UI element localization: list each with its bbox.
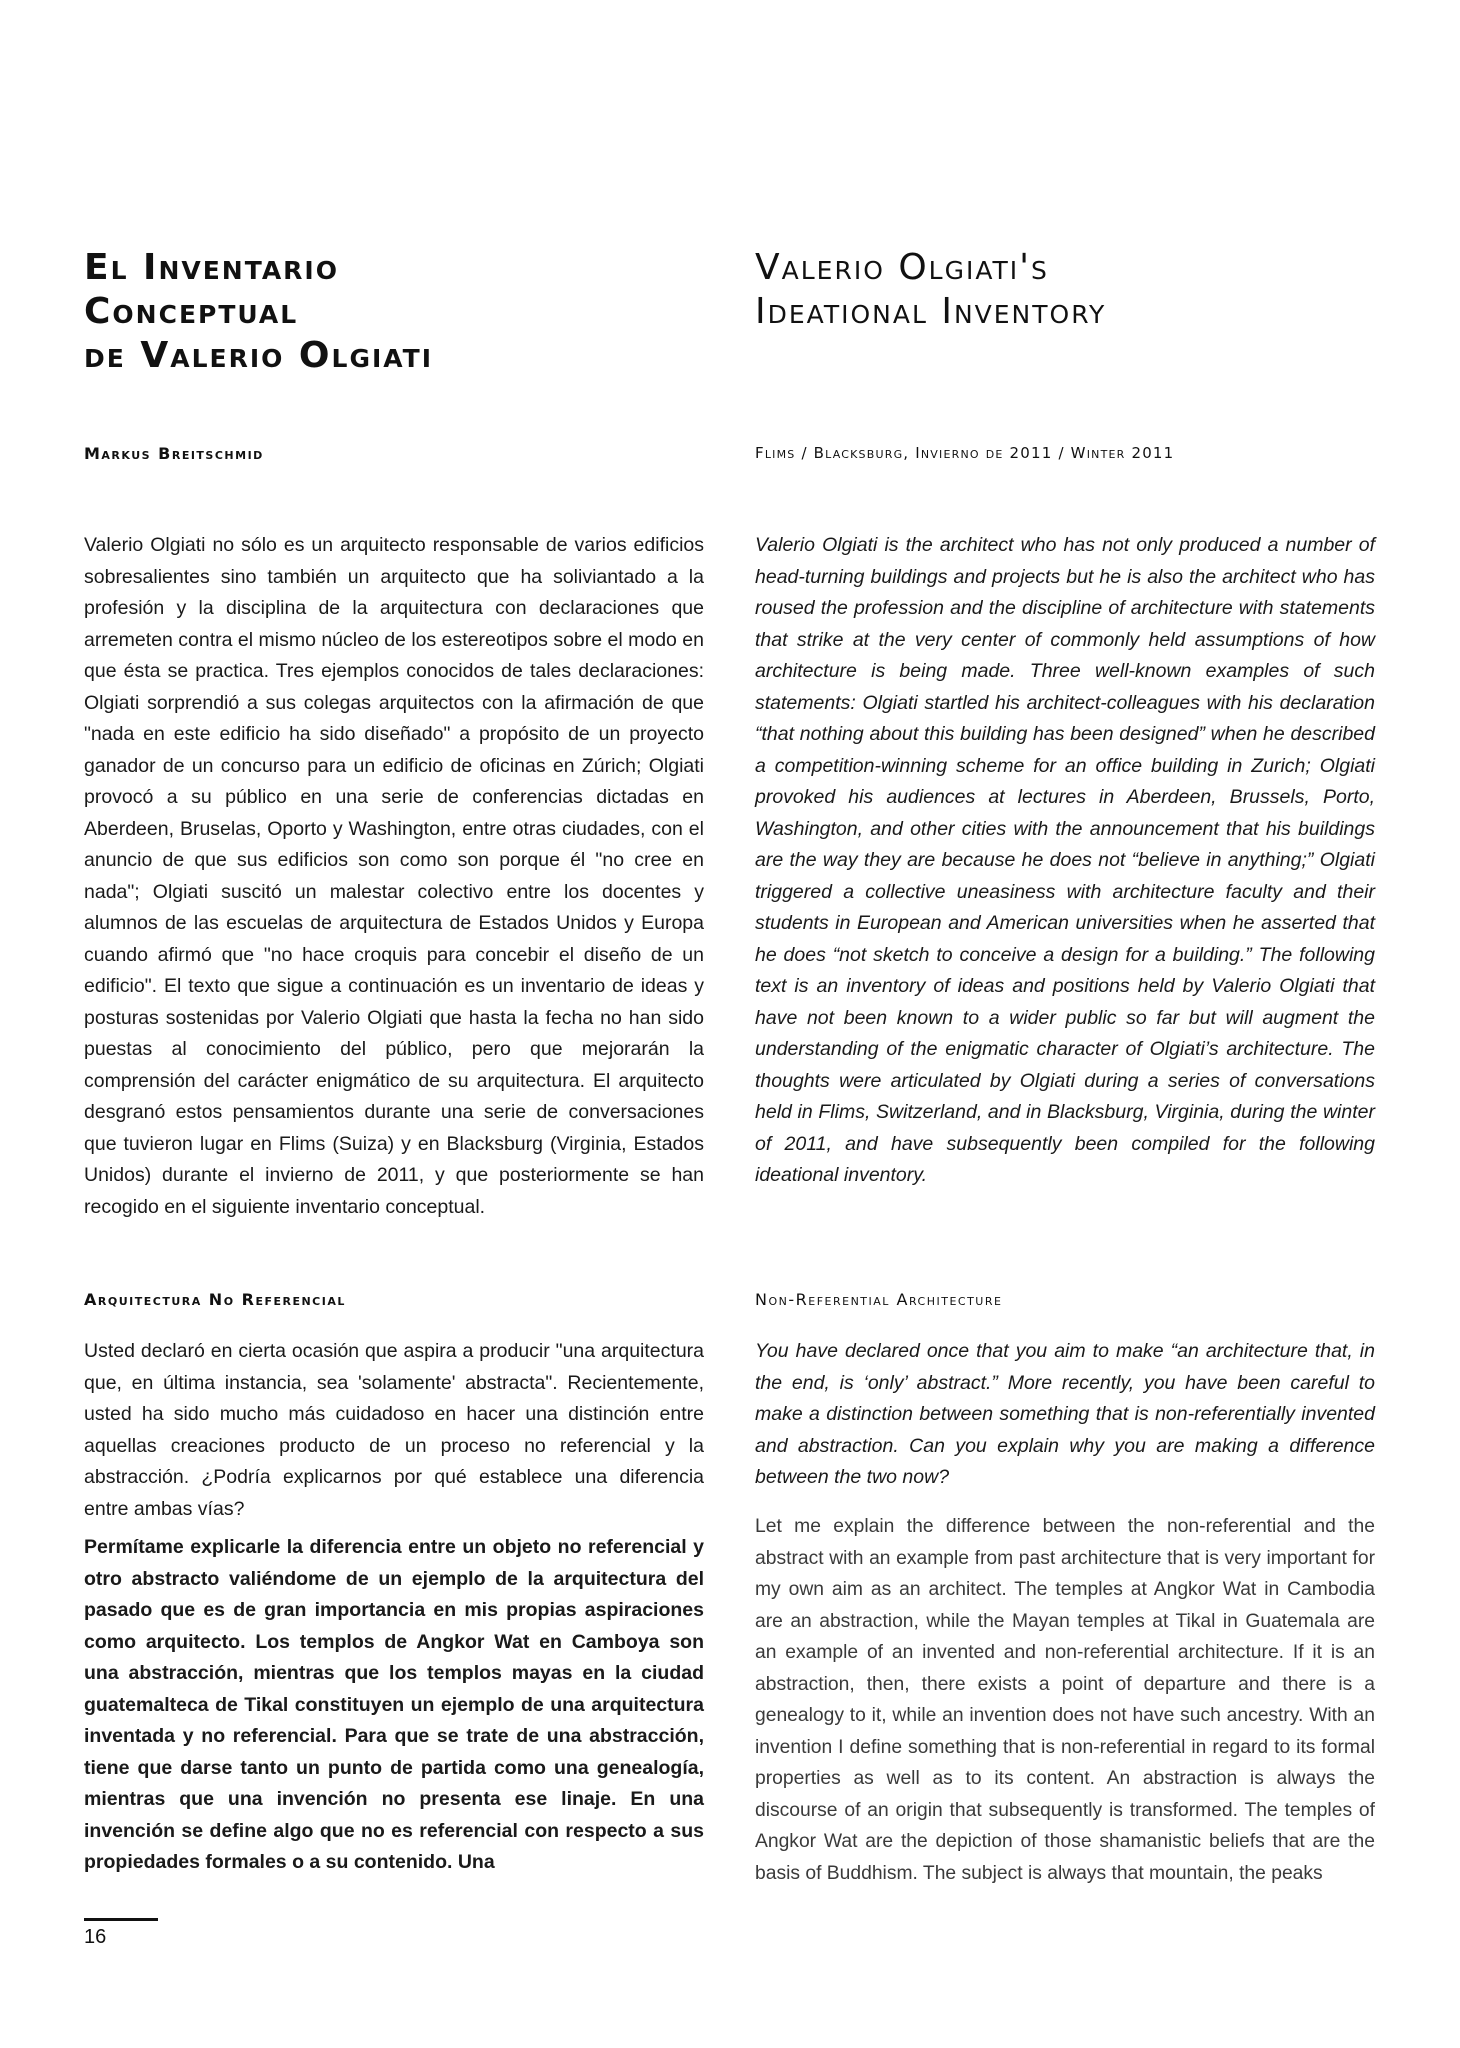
answer-spanish: Permítame explicarle la diferencia entre un objeto no referencial y otro abstracto valiéndome de un ejemplo de la arquitectura del pasado que es de gran importancia en mis propias aspiraciones como arquitecto. Los templos de Angkor Wat en Camboya son una abstracción, mientras que los templos mayas en la ciudad guatemalteca de Tikal constituyen un ejemplo de una arquitectura inventada y no referencial. Para que se trate de una abstracción, tiene que darse tanto un punto de partida como una genealogía, mientras que una invención no presenta ese linaje. En una invención se define algo que no es referencial con respecto a sus propiedades formales o a su contenido. Una — [84, 1536, 704, 1873]
question-english: You have declared once that you aim to make “an architecture that, in the end, is ‘only’ abstract.” More recently, you have been careful to make a distinction between something that is non-referentially invented and abstraction. Can you explain why you are making a difference between the two now? — [755, 1340, 1375, 1488]
author-name: Markus Breitschmid — [84, 444, 264, 463]
title-spanish-line1: El Inventario — [84, 247, 339, 288]
section-heading-english: Non-Referential Architecture — [755, 1290, 1003, 1309]
title-english-line2: Ideational Inventory — [755, 291, 1107, 332]
title-spanish-line2: Conceptual — [84, 291, 299, 332]
title-spanish — [84, 246, 704, 378]
title-english-line1: Valerio Olgiati's — [755, 247, 1049, 288]
title-english — [755, 246, 1395, 334]
title-spanish-line3: de Valerio Olgiati — [84, 335, 434, 376]
dateline: Flims / Blacksburg, Invierno de 2011 / Winter 2011 — [755, 444, 1175, 462]
question-spanish: Usted declaró en cierta ocasión que aspira a producir "una arquitectura que, en última instancia, sea 'solamente' abstracta". Recientemente, usted ha sido mucho más cuidadoso en hacer una distinción entre aquellas creaciones producto de un proceso no referencial y la abstracción. ¿Podría explicarnos por qué establece una diferencia entre ambas vías? — [84, 1340, 704, 1520]
page-number: 16 — [84, 1926, 107, 1948]
answer-english: Let me explain the difference between the non-referential and the abstract with an example from past architecture that is very important for my own aim as an architect. The temples at Angkor Wat in Cambodia are an abstraction, while the Mayan temples at Tikal in Guatemala are an example of an invented and non-referential architecture. If it is an abstraction, then, there exists a point of departure and there is a genealogy to it, while an invention does not have such ancestry. With an invention I define something that is non-referential in regard to its formal properties as well as to its content. An abstraction is always the discourse of an origin that subsequently is transformed. The temples of Angkor Wat are the depiction of those shamanistic beliefs that are the basis of Buddhism. The subject is always that mountain, the peaks — [755, 1516, 1375, 1884]
intro-spanish: Valerio Olgiati no sólo es un arquitecto responsable de varios edificios sobresalientes sino también un arquitecto que ha soliviantado a la profesión y la disciplina de la arquitectura con declaraciones que arremeten contra el mismo núcleo de los estereotipos sobre el modo en que ésta se practica. Tres ejemplos conocidos de tales declaraciones: Olgiati sorprendió a sus colegas arquitectos con la afirmación de que "nada en este edificio ha sido diseñado" a propósito de un proyecto ganador de un concurso para un edificio de oficinas en Zúrich; Olgiati provocó a su público en una serie de conferencias dictadas en Aberdeen, Bruselas, Oporto y Washington, entre otras ciudades, con el anuncio de que sus edificios son como son porque él "no cree en nada"; Olgiati suscitó un malestar colectivo entre los docentes y alumnos de las escuelas de arquitectura de Estados Unidos y Europa cuando afirmó que "no hace croquis para concebir el diseño de un edificio". El texto que sigue a continuación es un inventario de ideas y posturas sostenidas por Valerio Olgiati que hasta la fecha no han sido puestas al conocimiento del público, pero que mejorarán la comprensión del carácter enigmático de su arquitectura. El arquitecto desgranó estos pensamientos durante una serie de conversaciones que tuvieron lugar en Flims (Suiza) y en Blacksburg (Virginia, Estados Unidos) durante el invierno de 2011, y que posteriormente se han recogido en el siguiente inventario conceptual. — [84, 534, 704, 1218]
section-heading-spanish: Arquitectura No Referencial — [84, 1290, 346, 1309]
intro-english: Valerio Olgiati is the architect who has not only produced a number of head-turning buildings and projects but he is also the architect who has roused the profession and the discipline of architecture with statements that strike at the very center of commonly held assumptions of how architecture is being made. Three well-known examples of such statements: Olgiati startled his architect-colleagues with his declaration “that nothing about this building has been designed” when he described a competition-winning scheme for an office building in Zurich; Olgiati provoked his audiences at lectures in Aberdeen, Brussels, Porto, Washington, and other cities with the announcement that his buildings are the way they are because he does not “believe in anything;” Olgiati triggered a collective uneasiness with architecture faculty and their students in European and American universities when he asserted that he does “not sketch to conceive a design for a building.” The following text is an inventory of ideas and positions held by Valerio Olgiati that have not been known to a wider public so far but will augment the understanding of the enigmatic character of Olgiati’s architecture. The thoughts were articulated by Olgiati during a series of conversations held in Flims, Switzerland, and in Blacksburg, Virginia, during the winter of 2011, and have subsequently been compiled for the following ideational inventory. — [755, 534, 1375, 1186]
footer-rule — [84, 1918, 158, 1921]
